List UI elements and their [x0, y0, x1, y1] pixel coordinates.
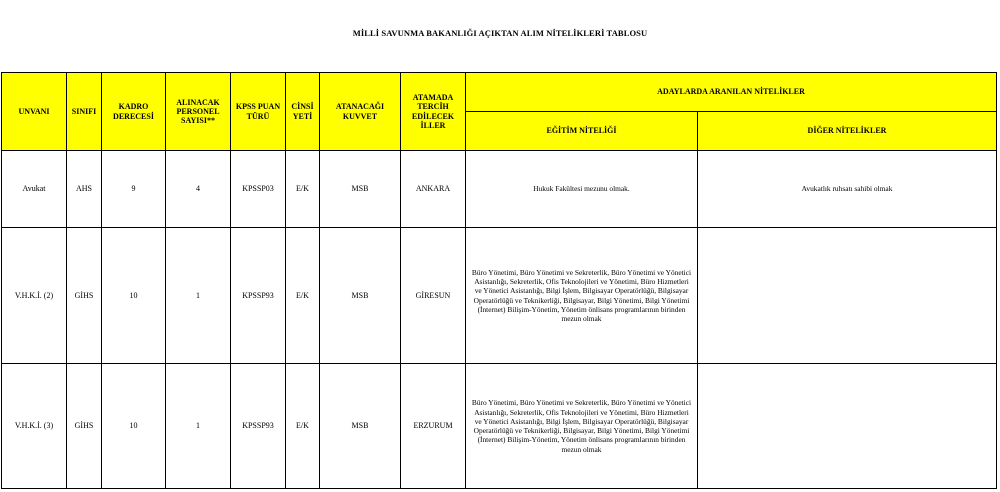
cell-kadro-derecesi: 10: [102, 364, 166, 489]
cell-egitim: Büro Yönetimi, Büro Yönetimi ve Sekreterlik, Büro Yönetimi ve Yönetici Asistanlığı, Sekreterlik, Ofis Teknolojileri ve Yönetimi, Büro Hizmetleri ve Yönetici Asistanlığı, Bilgi İşlem, Bilgisayar Operatörlüğü, Bilgisayar Operatörlüğü ve Teknikerliği, Bilgisayar, Bilgi Yönetimi, Bilgi Yönetimi (İnternet) Bilişim-Yönetim, Yönetim önlisans programlarının birinden mezun olmak: [466, 364, 698, 489]
cell-personel-sayisi: 4: [166, 151, 231, 228]
col-header-tercih-iller: ATAMADA TERCİH EDİLECEK İLLER: [401, 73, 466, 151]
cell-personel-sayisi: 1: [166, 364, 231, 489]
col-header-sinifi: SINIFI: [67, 73, 102, 151]
cell-cinsiyeti: E/K: [286, 151, 320, 228]
cell-cinsiyeti: E/K: [286, 228, 320, 364]
cell-iller: ERZURUM: [401, 364, 466, 489]
qualifications-table: [1, 72, 997, 489]
cell-iller: ANKARA: [401, 151, 466, 228]
cell-diger: Avukatlık ruhsatı sahibi olmak: [698, 151, 997, 228]
cell-kpss: KPSSP93: [231, 228, 286, 364]
cell-cinsiyeti: E/K: [286, 364, 320, 489]
cell-unvani: V.H.K.İ. (2): [2, 228, 67, 364]
cell-diger: [698, 364, 997, 489]
cell-unvani: V.H.K.İ. (3): [2, 364, 67, 489]
col-header-diger-nitelikler: DİĞER NİTELİKLER: [698, 112, 997, 151]
table-row: [2, 364, 997, 489]
table-row: [2, 228, 997, 364]
cell-diger: [698, 228, 997, 364]
cell-personel-sayisi: 1: [166, 228, 231, 364]
col-header-kpss-puan-turu: KPSS PUAN TÜRÜ: [231, 73, 286, 151]
document-title: MİLLİ SAVUNMA BAKANLIĞI AÇIKTAN ALIM NİTELİKLERİ TABLOSU: [352, 28, 648, 38]
col-header-cinsiyeti: CİNSİ YETİ: [286, 73, 320, 151]
col-header-unvani: UNVANI: [2, 73, 67, 151]
cell-sinifi: GİHS: [67, 364, 102, 489]
cell-kuvvet: MSB: [320, 364, 401, 489]
col-header-aranilan-nitelikler: ADAYLARDA ARANILAN NİTELİKLER: [466, 73, 997, 112]
cell-iller: GİRESUN: [401, 228, 466, 364]
cell-egitim: Büro Yönetimi, Büro Yönetimi ve Sekreterlik, Büro Yönetimi ve Yönetici Asistanlığı, Sekreterlik, Ofis Teknolojileri ve Yönetimi, Büro Hizmetleri ve Yönetici Asistanlığı, Bilgi İşlem, Bilgisayar Operatörlüğü, Bilgisayar Operatörlüğü ve Teknikerliği, Bilgisayar, Bilgi Yönetimi, Bilgi Yönetimi (İnternet) Bilişim-Yönetim, Yönetim önlisans programlarının birinden mezun olmak: [466, 228, 698, 364]
cell-kuvvet: MSB: [320, 228, 401, 364]
col-header-kadro-derecesi: KADRO DERECESİ: [102, 73, 166, 151]
table-row: [2, 151, 997, 228]
cell-kpss: KPSSP93: [231, 364, 286, 489]
cell-unvani: Avukat: [2, 151, 67, 228]
cell-kadro-derecesi: 10: [102, 228, 166, 364]
col-header-egitim-niteligi: EĞİTİM NİTELİĞİ: [466, 112, 698, 151]
cell-sinifi: AHS: [67, 151, 102, 228]
header-row: [2, 73, 997, 112]
cell-kuvvet: MSB: [320, 151, 401, 228]
cell-kpss: KPSSP03: [231, 151, 286, 228]
cell-sinifi: GİHS: [67, 228, 102, 364]
cell-egitim: Hukuk Fakültesi mezunu olmak.: [466, 151, 698, 228]
cell-kadro-derecesi: 9: [102, 151, 166, 228]
col-header-atanacagi-kuvvet: ATANACAĞI KUVVET: [320, 73, 401, 151]
col-header-personel-sayisi: ALINACAK PERSONEL SAYISI**: [166, 73, 231, 151]
